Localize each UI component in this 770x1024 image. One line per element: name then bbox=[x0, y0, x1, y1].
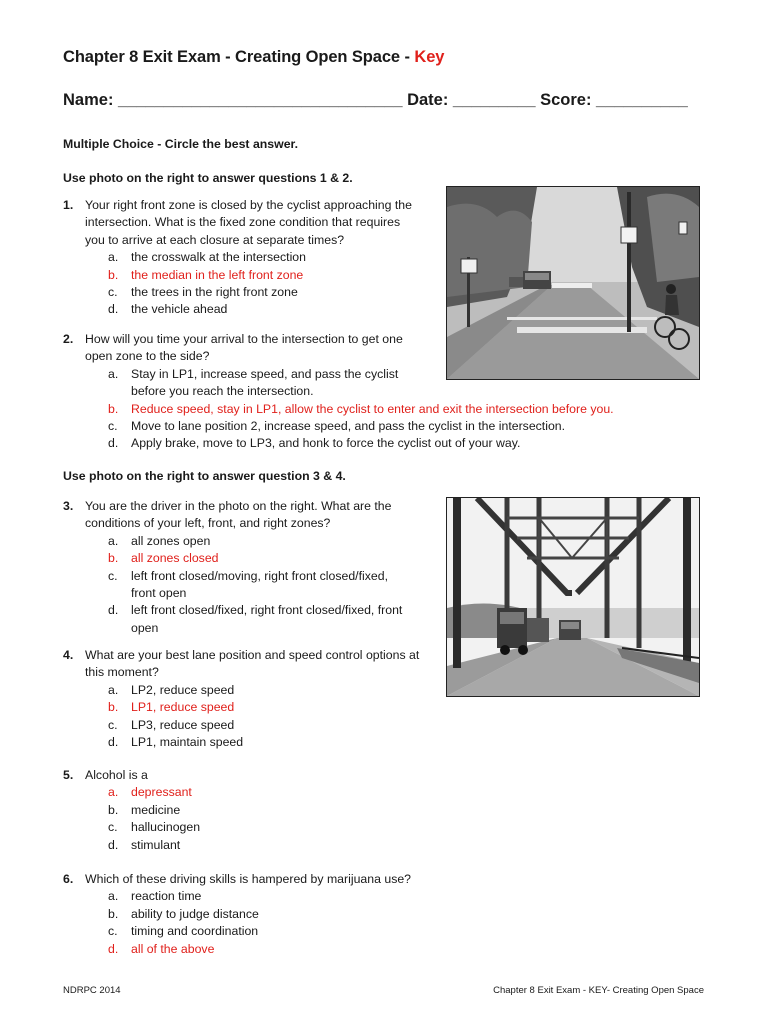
option-d: d. the vehicle ahead bbox=[108, 302, 228, 317]
option-a: a. LP2, reduce speed bbox=[108, 682, 235, 697]
option-d: d. left front closed/fixed, right front closed/fixed, front bbox=[108, 603, 403, 618]
question-number: 5. bbox=[63, 768, 74, 782]
question-3 bbox=[63, 498, 402, 637]
question-number: 6. bbox=[63, 872, 74, 886]
question-2 bbox=[63, 331, 614, 453]
multiple-choice-instruction: Multiple Choice - Circle the best answer. bbox=[63, 137, 299, 151]
option-c-continued: front open bbox=[131, 586, 187, 601]
option-c: c. the trees in the right front zone bbox=[108, 285, 298, 300]
option-a: a. the crosswalk at the intersection bbox=[108, 250, 306, 265]
question-number: 2. bbox=[63, 332, 74, 346]
option-c: c. timing and coordination bbox=[108, 924, 259, 939]
option-c: c. LP3, reduce speed bbox=[108, 717, 235, 732]
question-number: 1. bbox=[63, 198, 74, 212]
option-c: c. left front closed/moving, right front closed/fixed, bbox=[108, 568, 388, 583]
question-text: intersection. What is the fixed zone condition that requires bbox=[85, 215, 401, 230]
question-text: you to arrive at each closure at separate times? bbox=[85, 232, 345, 247]
title-key-label: Key bbox=[414, 48, 445, 66]
option-a-continued: before you reach the intersection. bbox=[131, 384, 314, 399]
name-date-score-line: Name: _______________________________ Date: _________ Score: __________ bbox=[63, 91, 688, 109]
option-a: a. all zones open bbox=[108, 533, 211, 548]
option-d: d. stimulant bbox=[108, 837, 181, 852]
question-text: Which of these driving skills is hampered by marijuana use? bbox=[85, 872, 412, 886]
footer-left: NDRPC 2014 bbox=[63, 985, 121, 996]
option-b-answer: b. the median in the left front zone bbox=[108, 267, 304, 282]
question-text: You are the driver in the photo on the right. What are the bbox=[85, 499, 392, 513]
bridge-photo-image bbox=[447, 498, 699, 696]
option-a: a. reaction time bbox=[108, 889, 202, 904]
question-text: this moment? bbox=[85, 665, 159, 680]
question-text: conditions of your left, front, and right zones? bbox=[85, 516, 331, 531]
question-text: What are your best lane position and speed control options at bbox=[85, 648, 420, 662]
option-d-answer: d. all of the above bbox=[108, 941, 215, 956]
option-d: d. LP1, maintain speed bbox=[108, 735, 244, 750]
question-number: 3. bbox=[63, 499, 74, 513]
option-d: d. Apply brake, move to LP3, and honk to force the cyclist out of your way. bbox=[108, 436, 521, 451]
option-b: b. ability to judge distance bbox=[108, 906, 259, 921]
option-c: c. Move to lane position 2, increase speed, and pass the cyclist in the intersection. bbox=[108, 419, 566, 434]
photo1-instruction: Use photo on the right to answer questions 1 & 2. bbox=[63, 171, 353, 185]
option-a-answer: a. depressant bbox=[108, 785, 192, 800]
option-b: b. medicine bbox=[108, 802, 181, 817]
question-6 bbox=[63, 871, 411, 958]
photo2-instruction: Use photo on the right to answer question 3 & 4. bbox=[63, 469, 346, 483]
option-c: c. hallucinogen bbox=[108, 820, 201, 835]
question-text: Your right front zone is closed by the cyclist approaching the bbox=[85, 198, 412, 212]
option-b-answer: b. LP1, reduce speed bbox=[108, 700, 235, 715]
title-text: Chapter 8 Exit Exam - Creating Open Space - bbox=[63, 48, 415, 66]
question-text: Alcohol is a bbox=[85, 768, 148, 782]
page-title bbox=[63, 48, 444, 67]
question-1 bbox=[63, 197, 412, 319]
question-5 bbox=[63, 767, 200, 854]
option-b-answer: b. all zones closed bbox=[108, 551, 219, 566]
photo-bridge-truck bbox=[446, 497, 700, 697]
option-a: a. Stay in LP1, increase speed, and pass the cyclist bbox=[108, 366, 399, 381]
footer-right: Chapter 8 Exit Exam - KEY- Creating Open Space bbox=[493, 985, 704, 996]
option-d-continued: open bbox=[131, 620, 159, 635]
question-4 bbox=[63, 647, 419, 751]
question-text: open zone to the side? bbox=[85, 349, 210, 364]
option-b-answer: b. Reduce speed, stay in LP1, allow the cyclist to enter and exit the intersection before you. bbox=[108, 401, 614, 416]
question-text: How will you time your arrival to the intersection to get one bbox=[85, 332, 403, 346]
question-number: 4. bbox=[63, 648, 74, 662]
